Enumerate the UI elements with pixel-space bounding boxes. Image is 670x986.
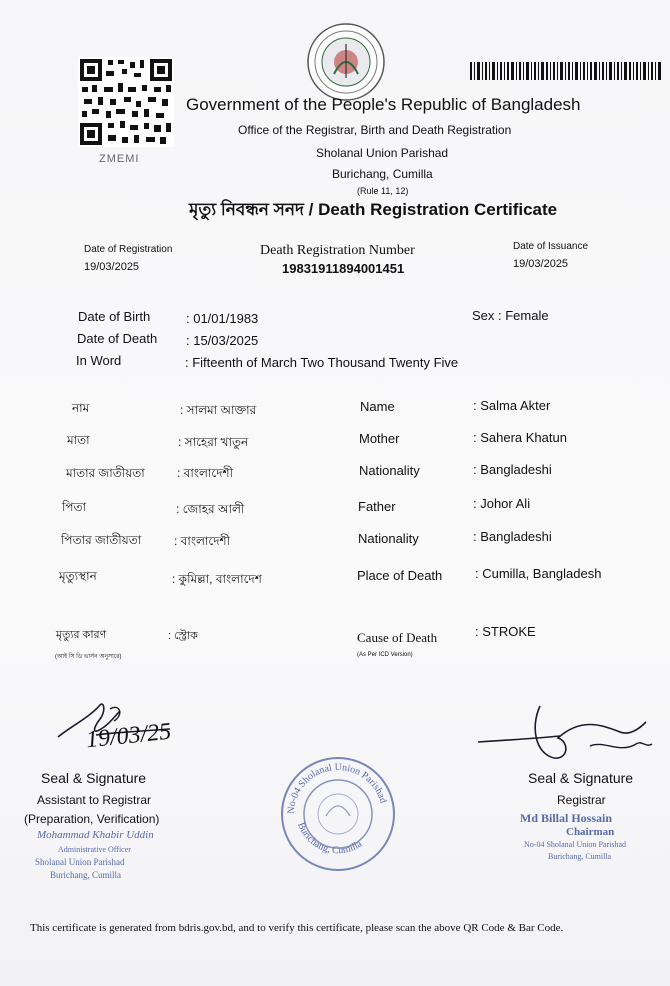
registrar-role: Registrar [557,793,606,807]
date-of-registration-value: 19/03/2025 [84,261,140,273]
bn-place-of-death-label: মৃত্যুস্থান [59,569,97,583]
union-parishad-seal [276,752,400,876]
dob-value: : 01/01/1983 [186,311,259,326]
father-value: : Johor Ali [473,496,531,511]
father-nationality-value: : Bangladeshi [473,529,552,544]
mother-nationality-label: Nationality [359,463,420,478]
registration-number-value: 19831911894001451 [282,261,405,276]
father-nationality-label: Nationality [358,531,419,546]
qr-caption: ZMEMI [99,153,140,165]
rule-reference: (Rule 11, 12) [357,186,409,196]
bn-place-of-death-value: : কুমিল্লা, বাংলাদেশ [172,572,262,586]
assistant-signature-date: 19/03/25 [84,718,173,754]
bn-mother-value: : সাহেরা খাতুন [178,435,249,449]
bn-father-value: : জোহর আলী [176,502,245,516]
bn-mother-nationality-label: মাতার জাতীয়তা [66,466,145,480]
qr-code[interactable] [78,57,174,147]
mother-value: : Sahera Khatun [473,430,567,445]
mother-label: Mother [359,431,400,446]
bn-name-value: : সালমা আক্তার [180,403,257,417]
sex-field: Sex : Female [472,308,549,323]
registrar-stamp-place: Burichang, Cumilla [548,852,612,861]
bn-name-label: নাম [72,401,90,415]
date-of-issuance-value: 19/03/2025 [513,258,569,270]
father-label: Father [358,499,396,514]
bn-father-nationality-label: পিতার জাতীয়তা [61,533,142,547]
office-title: Office of the Registrar, Birth and Death Registration [238,123,512,137]
bn-father-label: পিতা [62,500,87,514]
assistant-role-detail: (Preparation, Verification) [24,812,160,826]
registrar-stamp-name: Md Billal Hossain [520,811,613,825]
date-of-issuance-label: Date of Issuance [513,241,589,252]
registrar-signature [470,698,660,768]
registrar-seal-title: Seal & Signature [528,770,634,786]
dob-label: Date of Birth [78,309,151,324]
barcode[interactable] [470,62,662,80]
date-of-registration-label: Date of Registration [84,244,173,255]
place-of-death-value: : Cumilla, Bangladesh [475,566,602,581]
assistant-seal-title: Seal & Signature [41,770,147,786]
in-word-label: In Word [76,353,122,368]
government-title: Government of the People's Republic of Bangladesh [186,95,581,114]
place-of-death-label: Place of Death [357,568,443,583]
registrar-stamp-role: Chairman [566,826,615,838]
union-name: Sholanal Union Parishad [316,146,449,160]
seal-text-top: No-04 Sholanal Union Parishad [285,761,389,815]
dod-value: : 15/03/2025 [186,333,259,348]
assistant-stamp-place: Burichang, Cumilla [50,870,121,880]
registrar-stamp-office: No-04 Sholanal Union Parishad [524,840,626,849]
cause-note: (As Per ICD Version) [357,652,413,658]
cause-label: Cause of Death [357,630,438,645]
dod-label: Date of Death [77,331,158,346]
mother-nationality-value: : Bangladeshi [473,462,552,477]
bn-father-nationality-value: : বাংলাদেশী [174,534,231,548]
registration-number-label: Death Registration Number [260,243,415,258]
bn-cause-value: : স্ট্রোক [168,630,198,642]
bn-cause-label: মৃত্যুর কারণ [56,629,107,641]
assistant-stamp-office: Sholanal Union Parishad [35,857,125,867]
certificate-title: মৃত্যু নিবন্ধন সনদ / Death Registration Certificate [189,200,558,219]
bn-cause-note: (আই সি ডি ভার্সন অনুসারে) [55,654,122,660]
assistant-role: Assistant to Registrar [37,793,152,807]
name-label: Name [360,399,395,414]
name-value: : Salma Akter [473,398,551,413]
government-emblem-icon [298,20,394,104]
union-location: Burichang, Cumilla [332,167,433,181]
in-word-value: : Fifteenth of March Two Thousand Twenty Five [185,355,459,370]
bn-mother-nationality-value: : বাংলাদেশী [177,466,234,480]
assistant-stamp-name: Mohammad Khabir Uddin [37,829,154,841]
verification-footer: This certificate is generated from bdris.gov.bd, and to verify this certificate, please scan the above QR Code & Bar Code. [30,922,564,934]
bn-mother-label: মাতা [67,433,90,447]
cause-value: : STROKE [475,624,536,639]
assistant-stamp-role: Administrative Officer [58,845,131,854]
seal-text-bottom: Burichang, Cumilla [295,820,365,857]
